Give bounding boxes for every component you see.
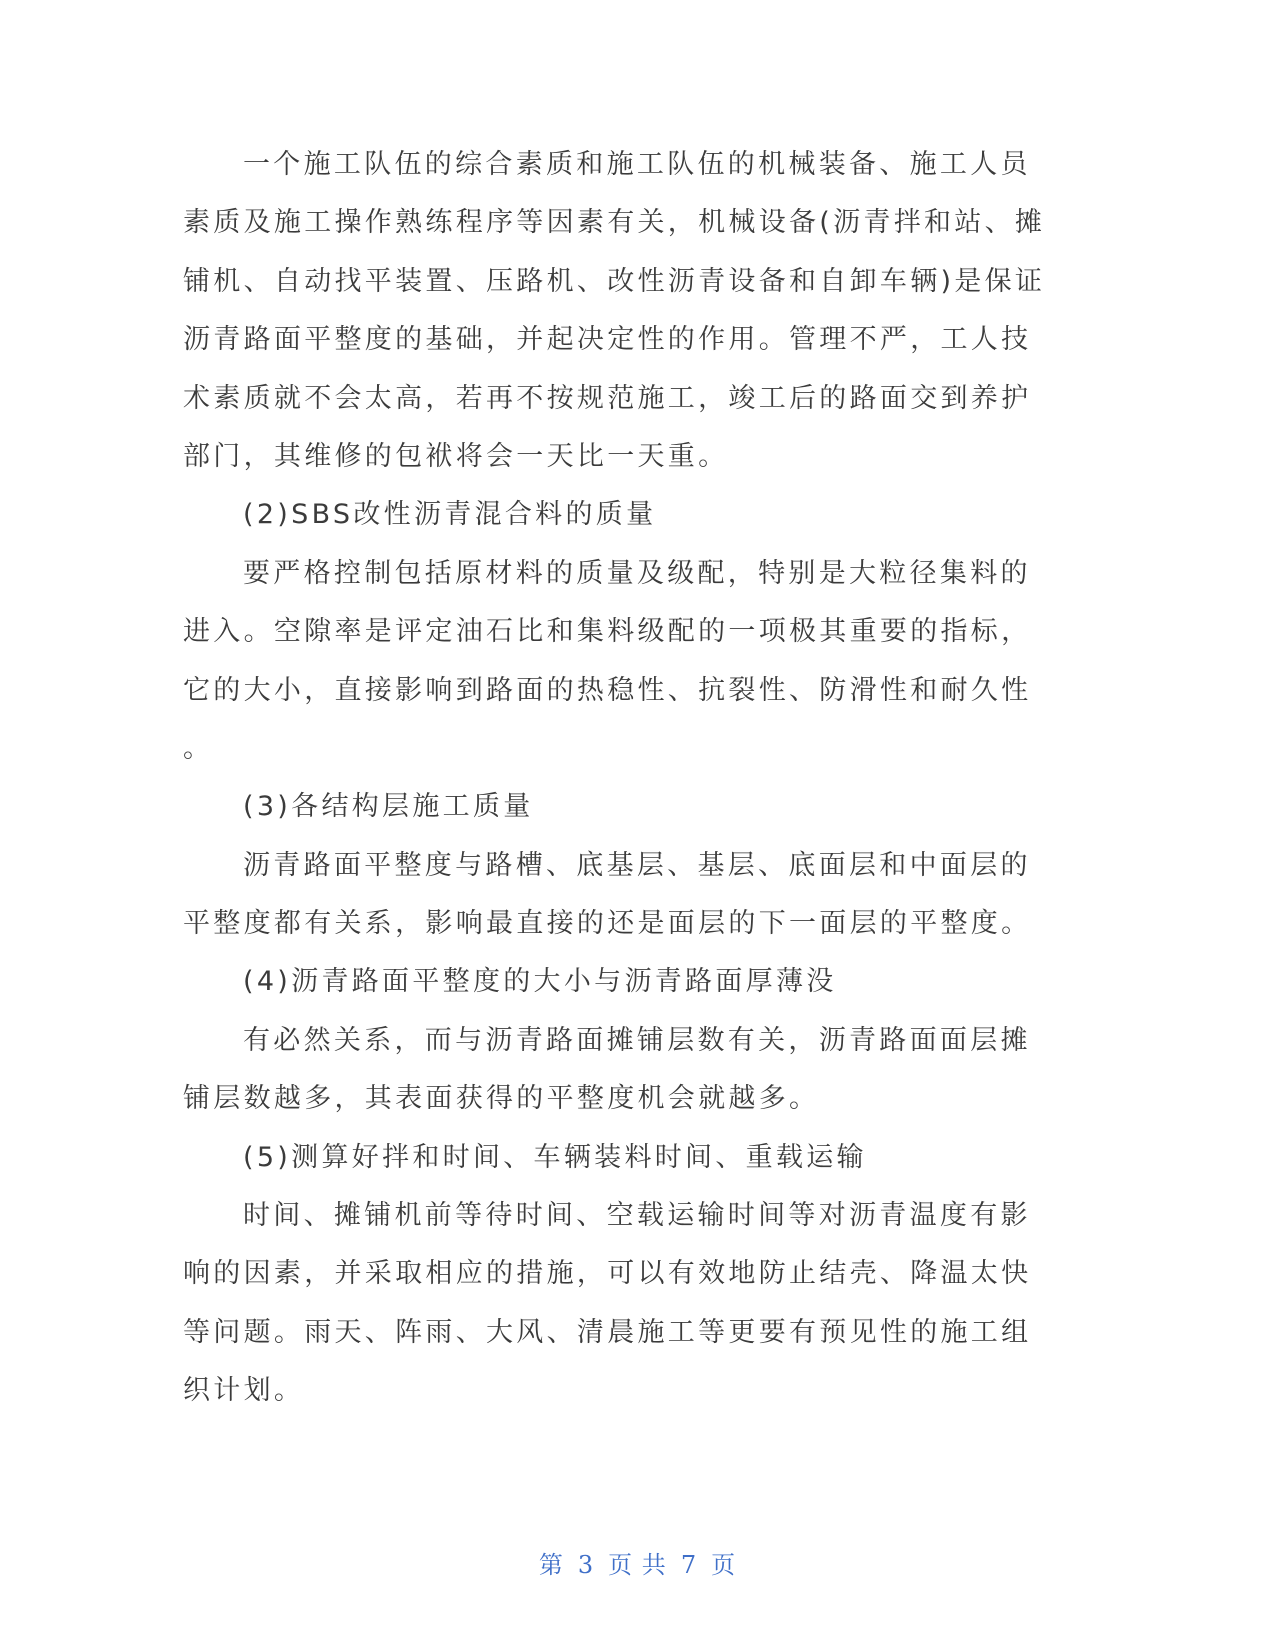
page-number: 3 — [577, 1551, 595, 1579]
text-line: 沥青路面平整度与路槽、底基层、基层、底面层和中面层的 — [243, 849, 1031, 881]
footer-middle: 页 共 — [608, 1551, 667, 1579]
page-total: 7 — [680, 1551, 698, 1579]
document-body — [183, 136, 1046, 1421]
text-line: 术素质就不会太高，若再不按规范施工，竣工后的路面交到养护 — [183, 382, 1032, 414]
text-line: 要严格控制包括原材料的质量及级配，特别是大粒径集料的 — [243, 557, 1031, 589]
text-line: 。 — [183, 732, 214, 764]
text-line: 有必然关系，而与沥青路面摊铺层数有关，沥青路面面层摊 — [243, 1024, 1031, 1056]
text-line: 响的因素，并采取相应的措施，可以有效地防止结壳、降温太快 — [183, 1258, 1032, 1290]
text-line: 一个施工队伍的综合素质和施工队伍的机械装备、施工人员 — [243, 149, 1031, 180]
page-footer — [0, 1545, 1275, 1580]
text-line: 织计划。 — [183, 1375, 305, 1407]
footer-suffix: 页 — [711, 1551, 737, 1579]
text-line: 进入。空隙率是评定油石比和集料级配的一项极其重要的指标， — [183, 616, 1032, 648]
section-heading: (4)沥青路面平整度的大小与沥青路面厚薄没 — [243, 966, 837, 998]
text-line: 部门，其维修的包袱将会一天比一天重。 — [183, 440, 729, 472]
section-heading: (5)测算好拌和时间、车辆装料时间、重载运输 — [243, 1141, 867, 1173]
text-line: 素质及施工操作熟练程序等因素有关，机械设备(沥青拌和站、摊 — [183, 207, 1046, 239]
text-line: 沥青路面平整度的基础，并起决定性的作用。管理不严，工人技 — [183, 324, 1032, 356]
section-heading: (2)SBS改性沥青混合料的质量 — [243, 499, 657, 531]
text-line: 平整度都有关系，影响最直接的还是面层的下一面层的平整度。 — [183, 908, 1032, 940]
text-line: 铺层数越多，其表面获得的平整度机会就越多。 — [183, 1083, 820, 1115]
text-line: 它的大小，直接影响到路面的热稳性、抗裂性、防滑性和耐久性 — [183, 674, 1032, 706]
section-heading: (3)各结构层施工质量 — [243, 791, 534, 823]
text-line: 时间、摊铺机前等待时间、空载运输时间等对沥青温度有影 — [243, 1200, 1031, 1232]
text-line: 铺机、自动找平装置、压路机、改性沥青设备和自卸车辆)是保证 — [183, 265, 1046, 297]
footer-prefix: 第 — [538, 1551, 564, 1579]
text-line: 等问题。雨天、阵雨、大风、清晨施工等更要有预见性的施工组 — [183, 1316, 1032, 1348]
